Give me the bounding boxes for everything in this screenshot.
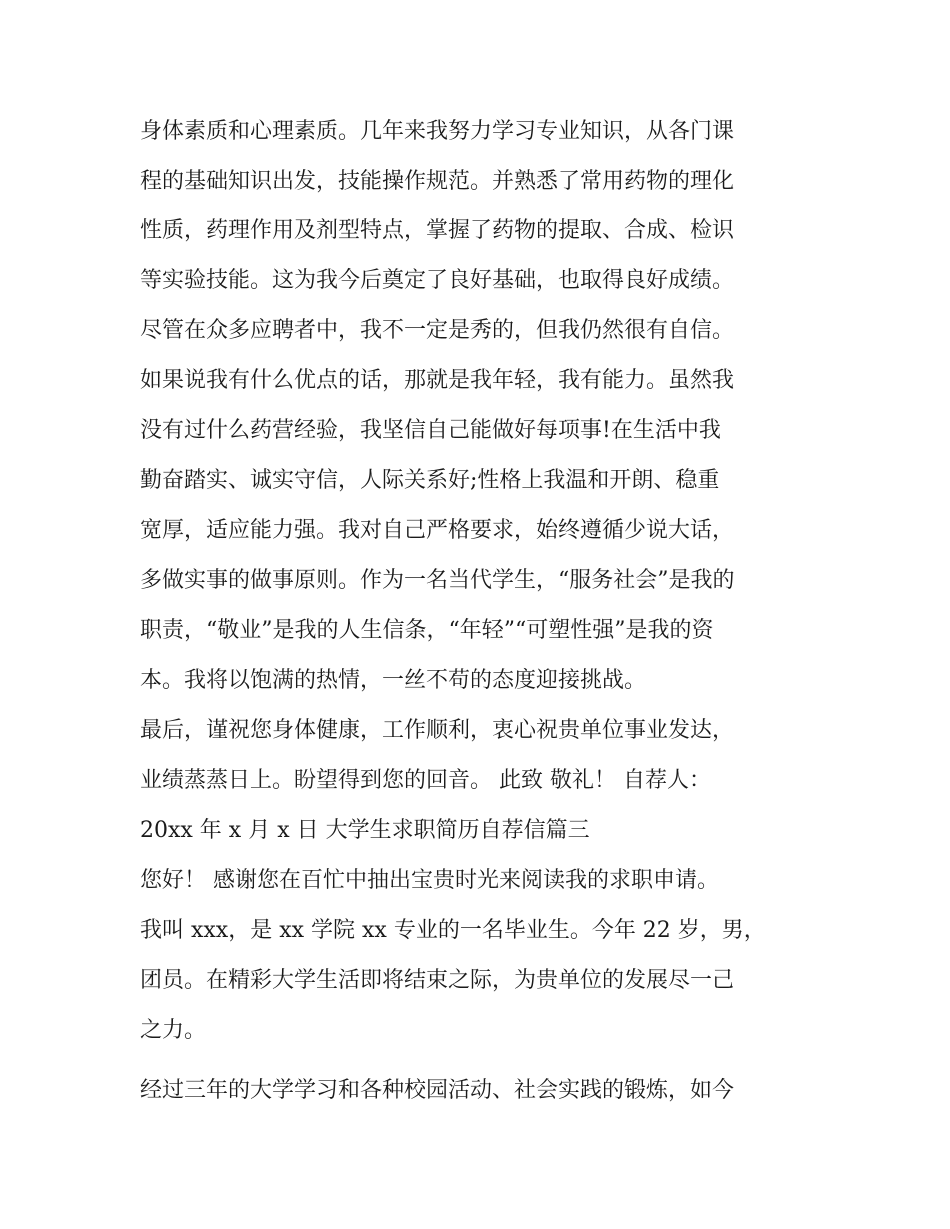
text-line: 我叫 xxx，是 xx 学院 xx 专业的一名毕业生。今年 22 岁，男， [140, 918, 766, 943]
text-line: 经过三年的大学学习和各种校园活动、社会实践的锻炼，如今 [140, 1078, 735, 1103]
text-line: 之力。 [140, 1018, 207, 1043]
text-line: 本。我将以饱满的热情，一丝不苟的态度迎接挑战。 [140, 668, 647, 693]
text-line: 20xx 年 x 月 x 日 大学生求职简历自荐信篇三 [140, 818, 590, 843]
text-line: 尽管在众多应聘者中，我不一定是秀的，但我仍然很有自信。 [140, 318, 735, 343]
text-line: 您好！ 感谢您在百忙中抽出宝贵时光来阅读我的求职申请。 [140, 868, 719, 893]
text-line: 业绩蒸蒸日上。盼望得到您的回音。 此致 敬礼！ 自荐人： [140, 768, 711, 793]
text-line: 身体素质和心理素质。几年来我努力学习专业知识，从各门课 [140, 119, 735, 144]
text-line: 职责，“敬业”是我的人生信条，“年轻”“可塑性强”是我的资 [140, 618, 714, 643]
text-line: 最后，谨祝您身体健康，工作顺利，衷心祝贵单位事业发达， [140, 718, 735, 743]
text-line: 勤奋踏实、诚实守信，人际关系好;性格上我温和开朗、稳重 [140, 468, 720, 493]
text-line: 团员。在精彩大学生活即将结束之际，为贵单位的发展尽一己 [140, 968, 735, 993]
text-line: 宽厚，适应能力强。我对自己严格要求，始终遵循少说大话， [140, 518, 735, 543]
text-line: 性质，药理作用及剂型特点，掌握了药物的提取、合成、检识 [140, 218, 735, 243]
text-line: 如果说我有什么优点的话，那就是我年轻，我有能力。虽然我 [140, 368, 735, 393]
text-line: 没有过什么药营经验，我坚信自己能做好每项事!在生活中我 [140, 418, 721, 443]
text-line: 程的基础知识出发，技能操作规范。并熟悉了常用药物的理化 [140, 169, 735, 194]
text-line: 等实验技能。这为我今后奠定了良好基础，也取得良好成绩。 [140, 268, 735, 293]
text-line: 多做实事的做事原则。作为一名当代学生，“服务社会”是我的 [140, 568, 735, 593]
